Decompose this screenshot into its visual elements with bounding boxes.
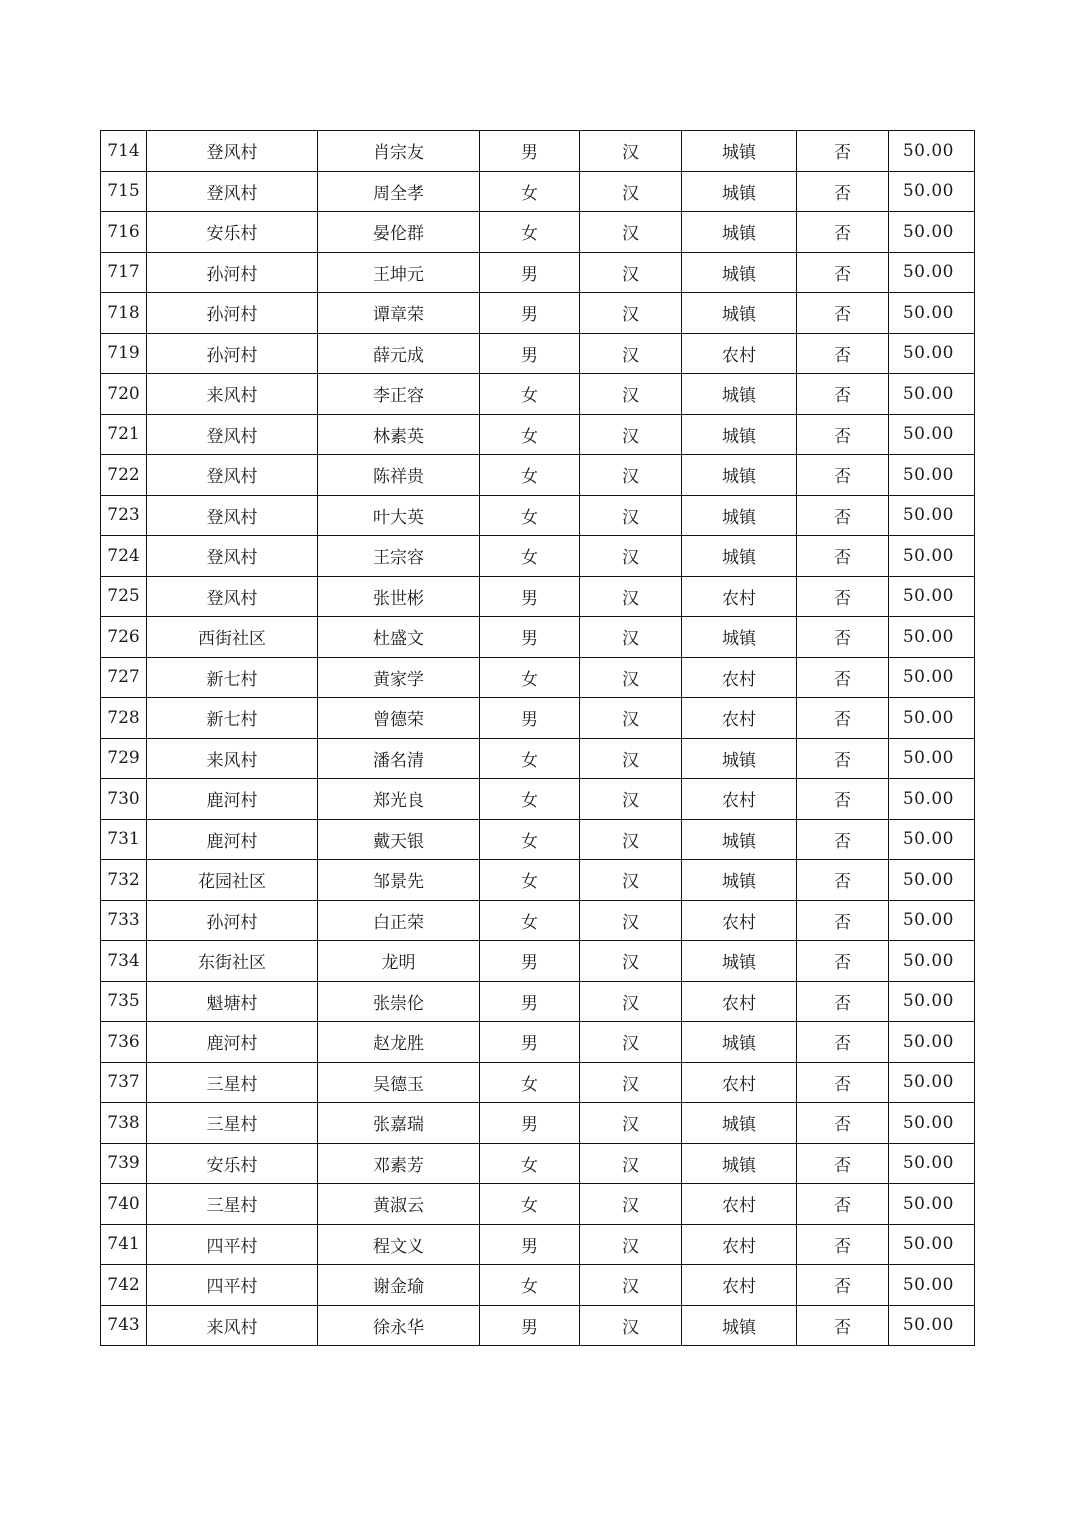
flag-cell: 否 [797,1022,889,1063]
row-number-cell: 723 [101,495,147,536]
village-cell: 魁塘村 [147,981,318,1022]
name-cell: 曾德荣 [318,698,480,739]
gender-cell: 男 [480,252,580,293]
table-body [101,131,975,1346]
row-number-cell: 725 [101,576,147,617]
table-row [101,617,975,658]
row-number-cell: 729 [101,738,147,779]
row-number-cell: 736 [101,1022,147,1063]
amount-cell: 50.00 [889,333,975,374]
flag-cell: 否 [797,617,889,658]
household-type-cell: 农村 [682,779,797,820]
household-type-cell: 城镇 [682,617,797,658]
household-type-cell: 农村 [682,698,797,739]
ethnicity-cell: 汉 [580,212,682,253]
flag-cell: 否 [797,779,889,820]
village-cell: 登风村 [147,536,318,577]
flag-cell: 否 [797,941,889,982]
row-number-cell: 726 [101,617,147,658]
household-type-cell: 农村 [682,657,797,698]
village-cell: 鹿河村 [147,779,318,820]
row-number-cell: 738 [101,1103,147,1144]
gender-cell: 男 [480,941,580,982]
table-row [101,941,975,982]
gender-cell: 男 [480,131,580,172]
village-cell: 孙河村 [147,252,318,293]
name-cell: 王坤元 [318,252,480,293]
name-cell: 戴天银 [318,819,480,860]
table-row [101,860,975,901]
ethnicity-cell: 汉 [580,455,682,496]
row-number-cell: 714 [101,131,147,172]
household-type-cell: 城镇 [682,536,797,577]
amount-cell: 50.00 [889,900,975,941]
ethnicity-cell: 汉 [580,1305,682,1346]
flag-cell: 否 [797,1265,889,1306]
gender-cell: 男 [480,1305,580,1346]
village-cell: 东街社区 [147,941,318,982]
ethnicity-cell: 汉 [580,374,682,415]
household-type-cell: 城镇 [682,1022,797,1063]
household-type-cell: 城镇 [682,171,797,212]
flag-cell: 否 [797,252,889,293]
name-cell: 白正荣 [318,900,480,941]
household-type-cell: 城镇 [682,131,797,172]
table-row [101,455,975,496]
village-cell: 新七村 [147,698,318,739]
ethnicity-cell: 汉 [580,941,682,982]
amount-cell: 50.00 [889,1022,975,1063]
name-cell: 徐永华 [318,1305,480,1346]
flag-cell: 否 [797,171,889,212]
name-cell: 邹景先 [318,860,480,901]
amount-cell: 50.00 [889,981,975,1022]
flag-cell: 否 [797,131,889,172]
amount-cell: 50.00 [889,374,975,415]
row-number-cell: 732 [101,860,147,901]
village-cell: 孙河村 [147,900,318,941]
amount-cell: 50.00 [889,1184,975,1225]
amount-cell: 50.00 [889,293,975,334]
table-row [101,495,975,536]
ethnicity-cell: 汉 [580,1022,682,1063]
row-number-cell: 715 [101,171,147,212]
village-cell: 鹿河村 [147,1022,318,1063]
flag-cell: 否 [797,738,889,779]
row-number-cell: 728 [101,698,147,739]
name-cell: 黄淑云 [318,1184,480,1225]
row-number-cell: 724 [101,536,147,577]
table-row [101,212,975,253]
row-number-cell: 740 [101,1184,147,1225]
flag-cell: 否 [797,293,889,334]
table-row [101,981,975,1022]
household-type-cell: 农村 [682,576,797,617]
amount-cell: 50.00 [889,536,975,577]
ethnicity-cell: 汉 [580,131,682,172]
village-cell: 登风村 [147,576,318,617]
ethnicity-cell: 汉 [580,536,682,577]
gender-cell: 女 [480,1062,580,1103]
household-type-cell: 城镇 [682,738,797,779]
gender-cell: 女 [480,738,580,779]
amount-cell: 50.00 [889,1062,975,1103]
name-cell: 潘名清 [318,738,480,779]
flag-cell: 否 [797,495,889,536]
gender-cell: 女 [480,1184,580,1225]
flag-cell: 否 [797,374,889,415]
ethnicity-cell: 汉 [580,495,682,536]
table-row [101,1062,975,1103]
village-cell: 三星村 [147,1062,318,1103]
name-cell: 李正容 [318,374,480,415]
flag-cell: 否 [797,1143,889,1184]
ethnicity-cell: 汉 [580,819,682,860]
village-cell: 四平村 [147,1224,318,1265]
amount-cell: 50.00 [889,1224,975,1265]
village-cell: 安乐村 [147,212,318,253]
gender-cell: 男 [480,1103,580,1144]
amount-cell: 50.00 [889,1265,975,1306]
row-number-cell: 719 [101,333,147,374]
row-number-cell: 731 [101,819,147,860]
gender-cell: 男 [480,698,580,739]
table-row [101,698,975,739]
flag-cell: 否 [797,1062,889,1103]
table-row [101,1265,975,1306]
amount-cell: 50.00 [889,1305,975,1346]
ethnicity-cell: 汉 [580,617,682,658]
village-cell: 登风村 [147,495,318,536]
ethnicity-cell: 汉 [580,1265,682,1306]
row-number-cell: 718 [101,293,147,334]
row-number-cell: 717 [101,252,147,293]
gender-cell: 男 [480,293,580,334]
ethnicity-cell: 汉 [580,657,682,698]
row-number-cell: 716 [101,212,147,253]
household-type-cell: 农村 [682,1062,797,1103]
village-cell: 四平村 [147,1265,318,1306]
table-row [101,252,975,293]
name-cell: 谭章荣 [318,293,480,334]
gender-cell: 女 [480,1265,580,1306]
table-row [101,1305,975,1346]
amount-cell: 50.00 [889,657,975,698]
household-type-cell: 农村 [682,900,797,941]
name-cell: 叶大英 [318,495,480,536]
household-type-cell: 城镇 [682,252,797,293]
table-row [101,1143,975,1184]
flag-cell: 否 [797,860,889,901]
table-row [101,171,975,212]
household-type-cell: 城镇 [682,1103,797,1144]
amount-cell: 50.00 [889,1103,975,1144]
amount-cell: 50.00 [889,455,975,496]
ethnicity-cell: 汉 [580,1062,682,1103]
flag-cell: 否 [797,1305,889,1346]
village-cell: 孙河村 [147,293,318,334]
ethnicity-cell: 汉 [580,1184,682,1225]
row-number-cell: 733 [101,900,147,941]
household-type-cell: 城镇 [682,455,797,496]
village-cell: 花园社区 [147,860,318,901]
household-type-cell: 城镇 [682,212,797,253]
amount-cell: 50.00 [889,212,975,253]
village-cell: 来风村 [147,1305,318,1346]
village-cell: 西街社区 [147,617,318,658]
gender-cell: 女 [480,900,580,941]
name-cell: 赵龙胜 [318,1022,480,1063]
household-type-cell: 农村 [682,1265,797,1306]
gender-cell: 女 [480,1143,580,1184]
row-number-cell: 743 [101,1305,147,1346]
household-type-cell: 农村 [682,1224,797,1265]
gender-cell: 女 [480,536,580,577]
name-cell: 王宗容 [318,536,480,577]
amount-cell: 50.00 [889,779,975,820]
ethnicity-cell: 汉 [580,171,682,212]
flag-cell: 否 [797,576,889,617]
name-cell: 晏伦群 [318,212,480,253]
table-row [101,900,975,941]
table-row [101,657,975,698]
household-type-cell: 城镇 [682,495,797,536]
amount-cell: 50.00 [889,617,975,658]
village-cell: 鹿河村 [147,819,318,860]
ethnicity-cell: 汉 [580,698,682,739]
name-cell: 黄家学 [318,657,480,698]
village-cell: 新七村 [147,657,318,698]
table-row [101,1184,975,1225]
name-cell: 郑光良 [318,779,480,820]
amount-cell: 50.00 [889,576,975,617]
table-row [101,333,975,374]
row-number-cell: 722 [101,455,147,496]
ethnicity-cell: 汉 [580,333,682,374]
flag-cell: 否 [797,900,889,941]
gender-cell: 女 [480,657,580,698]
table-row [101,738,975,779]
name-cell: 薛元成 [318,333,480,374]
ethnicity-cell: 汉 [580,1103,682,1144]
row-number-cell: 735 [101,981,147,1022]
table-row [101,1022,975,1063]
village-cell: 来风村 [147,738,318,779]
row-number-cell: 721 [101,414,147,455]
name-cell: 林素英 [318,414,480,455]
row-number-cell: 739 [101,1143,147,1184]
flag-cell: 否 [797,981,889,1022]
ethnicity-cell: 汉 [580,738,682,779]
household-type-cell: 城镇 [682,941,797,982]
name-cell: 张世彬 [318,576,480,617]
gender-cell: 男 [480,981,580,1022]
gender-cell: 男 [480,333,580,374]
gender-cell: 女 [480,860,580,901]
amount-cell: 50.00 [889,1143,975,1184]
table-row [101,576,975,617]
flag-cell: 否 [797,1224,889,1265]
flag-cell: 否 [797,1184,889,1225]
ethnicity-cell: 汉 [580,981,682,1022]
data-table [100,130,975,1346]
name-cell: 周全孝 [318,171,480,212]
name-cell: 程文义 [318,1224,480,1265]
village-cell: 登风村 [147,131,318,172]
household-type-cell: 城镇 [682,1143,797,1184]
ethnicity-cell: 汉 [580,860,682,901]
village-cell: 来风村 [147,374,318,415]
table-row [101,414,975,455]
ethnicity-cell: 汉 [580,1143,682,1184]
village-cell: 三星村 [147,1103,318,1144]
name-cell: 邓素芳 [318,1143,480,1184]
amount-cell: 50.00 [889,698,975,739]
flag-cell: 否 [797,536,889,577]
flag-cell: 否 [797,333,889,374]
name-cell: 肖宗友 [318,131,480,172]
amount-cell: 50.00 [889,941,975,982]
ethnicity-cell: 汉 [580,293,682,334]
table-row [101,131,975,172]
household-type-cell: 城镇 [682,819,797,860]
household-type-cell: 农村 [682,1184,797,1225]
name-cell: 龙明 [318,941,480,982]
ethnicity-cell: 汉 [580,1224,682,1265]
row-number-cell: 730 [101,779,147,820]
village-cell: 孙河村 [147,333,318,374]
amount-cell: 50.00 [889,738,975,779]
gender-cell: 男 [480,576,580,617]
flag-cell: 否 [797,212,889,253]
ethnicity-cell: 汉 [580,252,682,293]
amount-cell: 50.00 [889,819,975,860]
amount-cell: 50.00 [889,131,975,172]
amount-cell: 50.00 [889,860,975,901]
flag-cell: 否 [797,819,889,860]
gender-cell: 男 [480,1224,580,1265]
village-cell: 登风村 [147,171,318,212]
row-number-cell: 734 [101,941,147,982]
gender-cell: 女 [480,374,580,415]
ethnicity-cell: 汉 [580,900,682,941]
table-row [101,1224,975,1265]
gender-cell: 女 [480,171,580,212]
village-cell: 登风村 [147,455,318,496]
ethnicity-cell: 汉 [580,576,682,617]
name-cell: 吴德玉 [318,1062,480,1103]
gender-cell: 女 [480,455,580,496]
table-row [101,779,975,820]
row-number-cell: 727 [101,657,147,698]
name-cell: 陈祥贵 [318,455,480,496]
flag-cell: 否 [797,455,889,496]
household-type-cell: 城镇 [682,374,797,415]
household-type-cell: 城镇 [682,293,797,334]
household-type-cell: 城镇 [682,860,797,901]
amount-cell: 50.00 [889,171,975,212]
name-cell: 杜盛文 [318,617,480,658]
amount-cell: 50.00 [889,414,975,455]
household-type-cell: 农村 [682,333,797,374]
village-cell: 安乐村 [147,1143,318,1184]
row-number-cell: 720 [101,374,147,415]
ethnicity-cell: 汉 [580,414,682,455]
flag-cell: 否 [797,1103,889,1144]
gender-cell: 女 [480,212,580,253]
gender-cell: 女 [480,495,580,536]
village-cell: 登风村 [147,414,318,455]
name-cell: 张嘉瑞 [318,1103,480,1144]
table-row [101,374,975,415]
gender-cell: 女 [480,779,580,820]
table-row [101,819,975,860]
table-row [101,1103,975,1144]
row-number-cell: 737 [101,1062,147,1103]
name-cell: 张崇伦 [318,981,480,1022]
household-type-cell: 农村 [682,981,797,1022]
village-cell: 三星村 [147,1184,318,1225]
household-type-cell: 城镇 [682,1305,797,1346]
gender-cell: 男 [480,1022,580,1063]
table-row [101,293,975,334]
household-type-cell: 城镇 [682,414,797,455]
amount-cell: 50.00 [889,495,975,536]
amount-cell: 50.00 [889,252,975,293]
gender-cell: 女 [480,414,580,455]
flag-cell: 否 [797,698,889,739]
ethnicity-cell: 汉 [580,779,682,820]
flag-cell: 否 [797,414,889,455]
row-number-cell: 741 [101,1224,147,1265]
gender-cell: 男 [480,617,580,658]
gender-cell: 女 [480,819,580,860]
table-row [101,536,975,577]
flag-cell: 否 [797,657,889,698]
name-cell: 谢金瑜 [318,1265,480,1306]
row-number-cell: 742 [101,1265,147,1306]
